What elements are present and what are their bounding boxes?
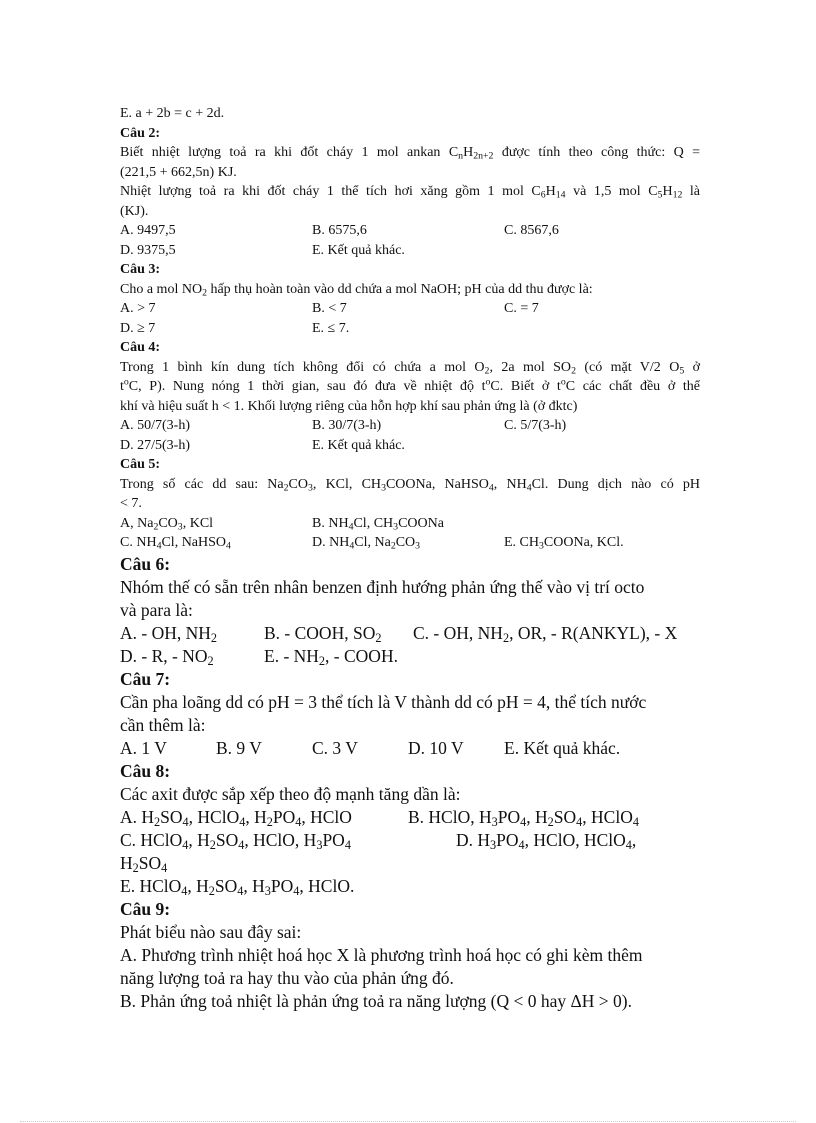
q2-text-line2: (221,5 + 662,5n) KJ. — [120, 164, 237, 180]
q6-options-row2 — [120, 645, 700, 668]
q3-text: Cho a mol $NO_2$ hấp thụ hoàn toàn vào dd chứa a mol NaOH; pH của dd thu được là: — [120, 281, 593, 298]
q6-option-d: D. - R, - $NO_2$ — [120, 645, 214, 668]
q4-options-row1 — [120, 416, 700, 436]
page-bottom-divider — [20, 1121, 796, 1122]
q2-options-row1 — [120, 221, 700, 241]
q5-text-line2: < 7. — [120, 496, 142, 511]
q2-text-line3: Nhiệt lượng toả ra khi đốt cháy 1 thể tích hơi xăng gồm 1 mol $C_6H_{14}$ và 1,5 mol $C_5H_{12}$ là — [120, 184, 700, 201]
q3-option-d: D. ≥ 7 — [120, 320, 156, 336]
q7-option-c: C. 3 V — [312, 737, 358, 758]
q4-option-d: D. 27/5(3-h) — [120, 437, 190, 453]
q2-options-row2 — [120, 241, 700, 261]
q2-text-line1: Biết nhiệt lượng toả ra khi đốt cháy 1 mol ankan $C_nH_{2n+2}$ được tính theo công thức: Q = — [120, 145, 701, 162]
q8-option-b: B. HClO, $H_3PO_4$, $H_2SO_4$, HClO$_4$ — [408, 806, 639, 829]
q7-text-line2: cần thêm là: — [120, 714, 206, 735]
q8-option-d: D. $H_3PO_4$, HClO, HClO$_4$, — [456, 829, 637, 852]
q4-option-e: E. Kết quả khác. — [312, 437, 405, 453]
q3-option-a: A. > 7 — [120, 301, 156, 316]
question-2-title: Câu 2: — [120, 125, 161, 141]
q2-option-b: B. 6575,6 — [312, 223, 367, 238]
q4-options-row2 — [120, 436, 700, 456]
q7-option-a: A. 1 V — [120, 737, 167, 758]
document-page — [120, 104, 700, 1013]
q4-option-a: A. 50/7(3-h) — [120, 418, 190, 433]
q8-options-row1 — [120, 806, 700, 829]
q2-option-a: A. 9497,5 — [120, 223, 176, 238]
q7-options-row — [120, 737, 700, 760]
q8-option-c: C. HClO$_4$, $H_2SO_4$, HClO, $H_3PO_4$ — [120, 829, 351, 852]
q7-option-d: D. 10 V — [408, 737, 464, 758]
option-e-q1: E. a + 2b = c + 2d. — [120, 106, 225, 121]
q8-option-e: E. HClO$_4$, $H_2SO_4$, $H_3PO_4$, HClO. — [120, 875, 355, 898]
question-5-title: Câu 5: — [120, 457, 161, 472]
q8-options-row2 — [120, 829, 700, 852]
q5-options-row1 — [120, 514, 700, 534]
q2-option-d: D. 9375,5 — [120, 242, 176, 258]
q8-option-a: A. $H_2SO_4$, HClO$_4$, $H_2PO_4$, HClO — [120, 806, 352, 829]
question-7-title: Câu 7: — [120, 668, 171, 689]
q2-option-c: C. 8567,6 — [504, 223, 559, 238]
q2-text-line4: (KJ). — [120, 203, 149, 219]
q6-text-line1: Nhóm thế có sẵn trên nhân benzen định hướng phản ứng thế vào vị trí octo — [120, 576, 645, 597]
question-3-title: Câu 3: — [120, 262, 161, 277]
question-4-title: Câu 4: — [120, 340, 161, 355]
q8-option-d-continued: $H_2SO_4$ — [120, 852, 168, 875]
q5-text-line1: Trong số các dd sau: $Na_2CO_3$, KCl, $CH_3COONa$, NaHSO$_4$, $NH_4Cl$. Dung dịch nào có pH — [120, 476, 700, 493]
q4-text-line2: $t^oC$, P). Nung nóng 1 thời gian, sau đó đưa về nhiệt độ $t^oC$. Biết ở $t^oC$ các chất đều ở thể — [120, 376, 700, 394]
q5-option-a: A, $Na_2CO_3$, KCl — [120, 515, 214, 532]
q7-text-line1: Cần pha loãng dd có pH = 3 thể tích là V thành dd có pH = 4, thể tích nước — [120, 691, 647, 712]
q7-option-b: B. 9 V — [216, 737, 262, 758]
q7-option-e: E. Kết quả khác. — [504, 737, 621, 758]
q6-option-c: C. - OH, $NH_2$, OR, - R(ANKYL), - X — [413, 622, 678, 645]
q5-option-c: C. $NH_4Cl$, NaHSO$_4$ — [120, 535, 231, 552]
q5-option-b: B. $NH_4Cl$, $CH_3COONa$ — [312, 515, 444, 532]
q4-text-line3: khí và hiệu suất h < 1. Khối lượng riêng của hỗn hợp khí sau phản ứng là (ở đktc) — [120, 398, 578, 414]
q3-option-e: E. ≤ 7. — [312, 320, 350, 336]
q9-option-a-line1: A. Phương trình nhiệt hoá học X là phương trình hoá học có ghi kèm thêm — [120, 944, 643, 965]
q3-option-c: C. = 7 — [504, 301, 539, 316]
q2-option-e: E. Kết quả khác. — [312, 242, 405, 258]
q9-text: Phát biểu nào sau đây sai: — [120, 921, 302, 942]
q3-option-b: B. < 7 — [312, 301, 347, 316]
q6-option-e: E. - $NH_2$, - COOH. — [264, 645, 398, 668]
q4-option-c: C. 5/7(3-h) — [504, 418, 567, 433]
q6-option-b: B. - COOH, $SO_2$ — [264, 622, 382, 645]
q8-text: Các axit được sắp xếp theo độ mạnh tăng dần là: — [120, 783, 461, 804]
q6-options-row1 — [120, 622, 700, 645]
q5-option-e: E. $CH_3COONa$, KCl. — [504, 535, 624, 552]
q6-text-line2: và para là: — [120, 599, 193, 620]
question-8-title: Câu 8: — [120, 760, 171, 781]
q3-options-row2 — [120, 319, 700, 339]
q4-option-b: B. 30/7(3-h) — [312, 418, 382, 433]
q5-option-d: D. $NH_4Cl$, $Na_2CO_3$ — [312, 535, 421, 552]
q6-option-a: A. - OH, $NH_2$ — [120, 622, 218, 645]
q9-option-b: B. Phản ứng toả nhiệt là phản ứng toả ra năng lượng (Q < 0 hay ΔH > 0). — [120, 990, 632, 1011]
q4-text-line1: Trong 1 bình kín dung tích không đổi có chứa a mol $O_2$, 2a mol $SO_2$ (có mặt V/2 $O_5$ ở — [120, 359, 701, 376]
question-6-title: Câu 6: — [120, 553, 171, 574]
q5-options-row2 — [120, 533, 700, 553]
q9-option-a-line2: năng lượng toả ra hay thu vào của phản ứng đó. — [120, 967, 454, 988]
question-9-title: Câu 9: — [120, 898, 171, 919]
q3-options-row1 — [120, 299, 700, 319]
